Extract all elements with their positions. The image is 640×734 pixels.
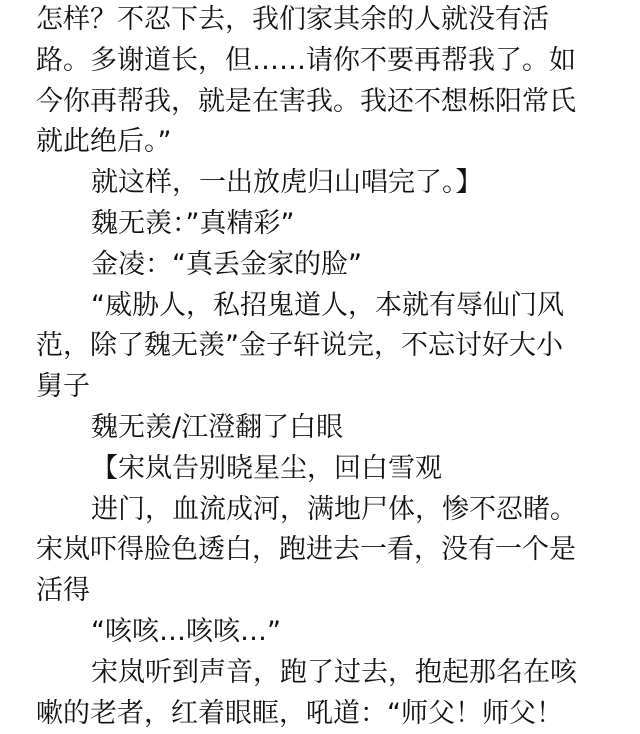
- text-line: 嗽的老者，红着眼眶，吼道：“师父！师父！: [36, 697, 563, 729]
- text-line: 活得: [36, 575, 90, 607]
- text-line: 魏无羡/江澄翻了白眼: [91, 411, 344, 443]
- text-line: “威胁人，私招鬼道人，本就有辱仙门风: [91, 289, 564, 321]
- text-line: 范，除了魏无羡”金子轩说完，不忘讨好大小: [36, 330, 563, 362]
- text-line: 就此绝后。”: [36, 126, 172, 158]
- text-line: 怎样？不忍下去，我们家其余的人就没有活: [36, 4, 549, 35]
- text-line: 舅子: [36, 371, 90, 403]
- text-line: 路。多谢道长，但……请你不要再帮我了。如: [36, 44, 576, 76]
- text-line: 【宋岚告别晓星尘，回白雪观: [91, 452, 442, 484]
- text-line: 金凌：“真丢金家的脸”: [91, 248, 362, 280]
- text-line: 宋岚听到声音，跑了过去，抱起那名在咳: [91, 656, 577, 688]
- text-line: 宋岚吓得脸色透白，跑进去一看，没有一个是: [36, 534, 576, 566]
- text-line: 就这样，一出放虎归山唱完了。】: [91, 167, 483, 199]
- text-line: 魏无羡：”真精彩”: [91, 207, 295, 239]
- text-line: 进门，血流成河，满地尸体，惨不忍睹。: [91, 493, 577, 525]
- document-text: [36, 0, 626, 734]
- text-line: 今你再帮我，就是在害我。我还不想栎阳常氏: [36, 85, 576, 117]
- text-line: “咳咳…咳咳…”: [91, 615, 281, 647]
